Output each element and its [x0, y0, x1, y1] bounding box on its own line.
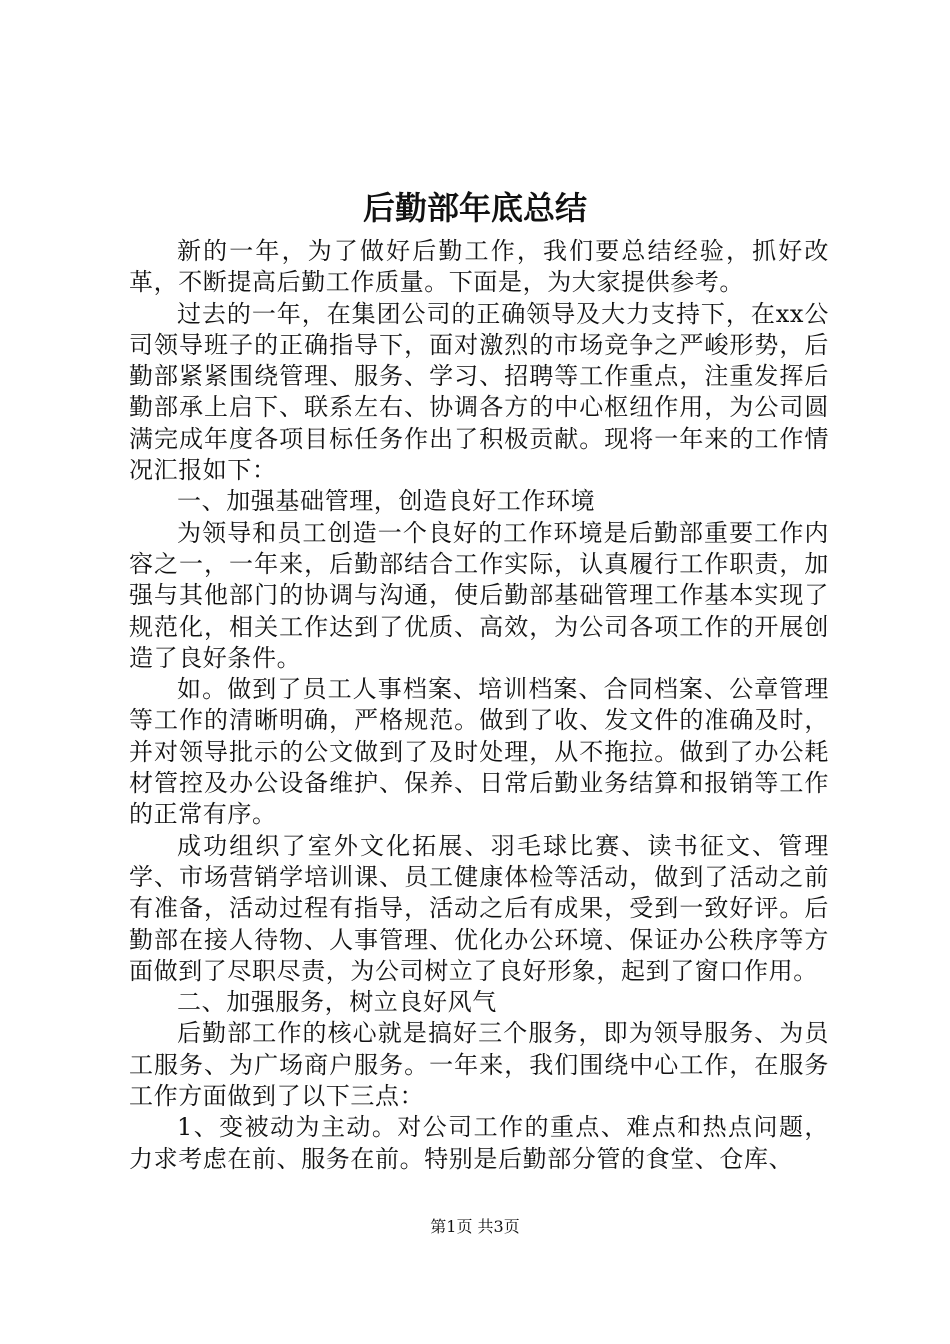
- paragraph-management: 为领导和员工创造一个良好的工作环境是后勤部重要工作内容之一，一年来，后勤部结合工作实际，认真履行工作职责，加强与其他部门的协调与沟通，使后勤部基础管理工作基本实现了规范化，相关工作达到了优质、高效，为公司各项工作的开展创造了良好条件。: [129, 518, 829, 672]
- paragraph-intro: 新的一年，为了做好后勤工作，我们要总结经验，抓好改革，不断提高后勤工作质量。下面是，为大家提供参考。: [129, 237, 829, 297]
- paragraph-overview: 过去的一年，在集团公司的正确领导及大力支持下，在xx公司领导班子的正确指导下，面对激烈的市场竞争之严峻形势，后勤部紧紧围绕管理、服务、学习、招聘等工作重点，注重发挥后勤部承上启下、联系左右、协调各方的中心枢纽作用，为公司圆满完成年度各项目标任务作出了积极贡献。现将一年来的工作情况汇报如下：: [129, 299, 829, 485]
- section-heading-1: 一、加强基础管理，创造良好工作环境: [177, 487, 596, 516]
- paragraph-activities: 成功组织了室外文化拓展、羽毛球比赛、读书征文、管理学、市场营销学培训课、员工健康体检等活动，做到了活动之前有准备，活动过程有指导，活动之后有成果，受到一致好评。后勤部在接人待物、人事管理、优化办公环境、保证办公秩序等方面做到了尽职尽责，为公司树立了良好形象，起到了窗口作用。: [129, 831, 829, 985]
- section-heading-2: 二、加强服务，树立良好风气: [177, 988, 497, 1017]
- paragraph-service: 后勤部工作的核心就是搞好三个服务，即为领导服务、为员工服务、为广场商户服务。一年来，我们围绕中心工作，在服务工作方面做到了以下三点：: [129, 1019, 829, 1111]
- paragraph-examples: 如。做到了员工人事档案、培训档案、合同档案、公章管理等工作的清晰明确，严格规范。做到了收、发文件的准确及时，并对领导批示的公文做到了及时处理，从不拖拉。做到了办公耗材管控及办公设备维护、保养、日常后勤业务结算和报销等工作的正常有序。: [129, 675, 829, 829]
- page-footer: 第1页 共3页: [430, 1217, 520, 1236]
- document-body: [129, 236, 829, 1175]
- paragraph-point-1: 1、变被动为主动。对公司工作的重点、难点和热点问题，力求考虑在前、服务在前。特别是后勤部分管的食堂、仓库、: [129, 1113, 829, 1173]
- document-title: 后勤部年底总结: [362, 189, 587, 227]
